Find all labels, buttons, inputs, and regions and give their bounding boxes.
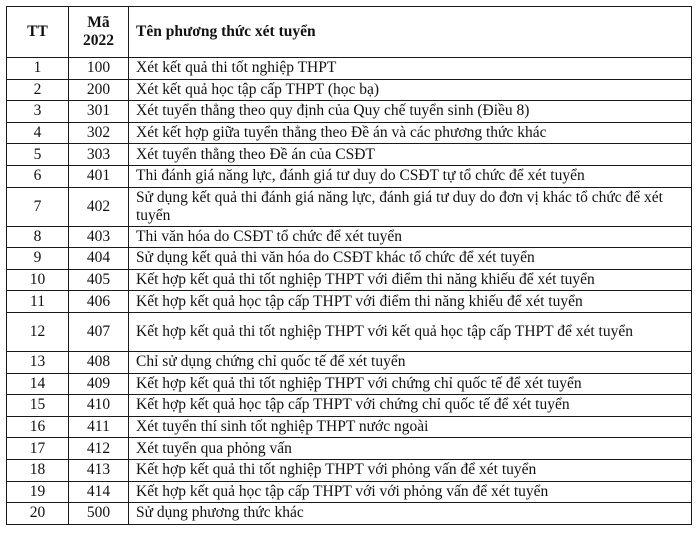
- cell-ma: 200: [69, 79, 129, 101]
- table-row: [7, 351, 692, 373]
- cell-tt: 10: [7, 269, 69, 291]
- table-row: [7, 187, 692, 226]
- table-row: [7, 416, 692, 438]
- cell-tt: 19: [7, 481, 69, 503]
- cell-method-name: Xét kết hợp giữa tuyển thẳng theo Đề án và các phương thức khác: [129, 122, 692, 144]
- admission-methods-table-container: [6, 6, 692, 525]
- cell-ma: 412: [69, 438, 129, 460]
- cell-ma: 100: [69, 58, 129, 80]
- cell-tt: 2: [7, 79, 69, 101]
- table-row: [7, 101, 692, 123]
- cell-method-name: Sử dụng phương thức khác: [129, 503, 692, 525]
- cell-tt: 11: [7, 291, 69, 313]
- cell-tt: 5: [7, 144, 69, 166]
- cell-method-name: Sử dụng kết quả thi đánh giá năng lực, đánh giá tư duy do đơn vị khác tổ chức để xét tuyển: [129, 187, 692, 226]
- cell-method-name: Xét kết quả thi tốt nghiệp THPT: [129, 58, 692, 80]
- admission-methods-table: [6, 6, 692, 525]
- cell-ma: 401: [69, 165, 129, 187]
- cell-tt: 14: [7, 373, 69, 395]
- cell-tt: 1: [7, 58, 69, 80]
- table-row: [7, 269, 692, 291]
- table-row: [7, 312, 692, 351]
- table-row: [7, 503, 692, 525]
- cell-tt: 6: [7, 165, 69, 187]
- cell-tt: 20: [7, 503, 69, 525]
- table-row: [7, 226, 692, 248]
- cell-tt: 16: [7, 416, 69, 438]
- cell-method-name: Kết hợp kết quả thi tốt nghiệp THPT với kết quả học tập cấp THPT để xét tuyển: [129, 312, 692, 351]
- table-body: [7, 58, 692, 525]
- cell-tt: 4: [7, 122, 69, 144]
- table-header-row: [7, 7, 692, 58]
- table-row: [7, 459, 692, 481]
- cell-method-name: Kết hợp kết quả thi tốt nghiệp THPT với chứng chỉ quốc tế để xét tuyển: [129, 373, 692, 395]
- cell-method-name: Thi văn hóa do CSĐT tổ chức để xét tuyển: [129, 226, 692, 248]
- cell-tt: 3: [7, 101, 69, 123]
- cell-ma: 303: [69, 144, 129, 166]
- cell-method-name: Kết hợp kết quả học tập cấp THPT với điểm thi năng khiếu để xét tuyển: [129, 291, 692, 313]
- cell-ma: 413: [69, 459, 129, 481]
- header-ma-line1: Mã: [87, 14, 110, 31]
- cell-ma: 405: [69, 269, 129, 291]
- header-method-name: Tên phương thức xét tuyển: [129, 7, 692, 58]
- cell-ma: 411: [69, 416, 129, 438]
- cell-tt: 15: [7, 395, 69, 417]
- table-row: [7, 58, 692, 80]
- table-row: [7, 165, 692, 187]
- table-row: [7, 79, 692, 101]
- cell-tt: 18: [7, 459, 69, 481]
- cell-ma: 302: [69, 122, 129, 144]
- cell-tt: 7: [7, 187, 69, 226]
- header-tt: TT: [7, 7, 69, 58]
- cell-method-name: Kết hợp kết quả học tập cấp THPT với với phỏng vấn để xét tuyển: [129, 481, 692, 503]
- cell-method-name: Kết hợp kết quả thi tốt nghiệp THPT với điểm thi năng khiếu để xét tuyển: [129, 269, 692, 291]
- cell-ma: 402: [69, 187, 129, 226]
- header-ma-line2: 2022: [83, 32, 114, 49]
- cell-ma: 500: [69, 503, 129, 525]
- table-row: [7, 481, 692, 503]
- cell-ma: 404: [69, 248, 129, 270]
- cell-ma: 301: [69, 101, 129, 123]
- cell-ma: 410: [69, 395, 129, 417]
- header-ma-2022: [69, 7, 129, 58]
- cell-tt: 12: [7, 312, 69, 351]
- cell-method-name: Xét kết quả học tập cấp THPT (học bạ): [129, 79, 692, 101]
- table-row: [7, 122, 692, 144]
- cell-method-name: Chỉ sử dụng chứng chỉ quốc tế để xét tuyển: [129, 351, 692, 373]
- table-row: [7, 373, 692, 395]
- cell-ma: 406: [69, 291, 129, 313]
- table-row: [7, 248, 692, 270]
- cell-method-name: Xét tuyển qua phỏng vấn: [129, 438, 692, 460]
- table-row: [7, 438, 692, 460]
- cell-method-name: Sử dụng kết quả thi văn hóa do CSĐT khác tổ chức để xét tuyển: [129, 248, 692, 270]
- cell-tt: 9: [7, 248, 69, 270]
- cell-method-name: Thi đánh giá năng lực, đánh giá tư duy do CSĐT tự tổ chức để xét tuyển: [129, 165, 692, 187]
- cell-ma: 414: [69, 481, 129, 503]
- cell-method-name: Xét tuyển thí sinh tốt nghiệp THPT nước ngoài: [129, 416, 692, 438]
- cell-ma: 409: [69, 373, 129, 395]
- table-row: [7, 395, 692, 417]
- cell-ma: 408: [69, 351, 129, 373]
- cell-method-name: Xét tuyển thẳng theo Đề án của CSĐT: [129, 144, 692, 166]
- cell-ma: 407: [69, 312, 129, 351]
- cell-method-name: Xét tuyển thẳng theo quy định của Quy chế tuyển sinh (Điều 8): [129, 101, 692, 123]
- cell-method-name: Kết hợp kết quả thi tốt nghiệp THPT với phỏng vấn để xét tuyển: [129, 459, 692, 481]
- cell-ma: 403: [69, 226, 129, 248]
- cell-method-name: Kết hợp kết quả học tập cấp THPT với chứng chỉ quốc tế để xét tuyển: [129, 395, 692, 417]
- cell-tt: 13: [7, 351, 69, 373]
- cell-tt: 8: [7, 226, 69, 248]
- cell-tt: 17: [7, 438, 69, 460]
- table-row: [7, 144, 692, 166]
- table-row: [7, 291, 692, 313]
